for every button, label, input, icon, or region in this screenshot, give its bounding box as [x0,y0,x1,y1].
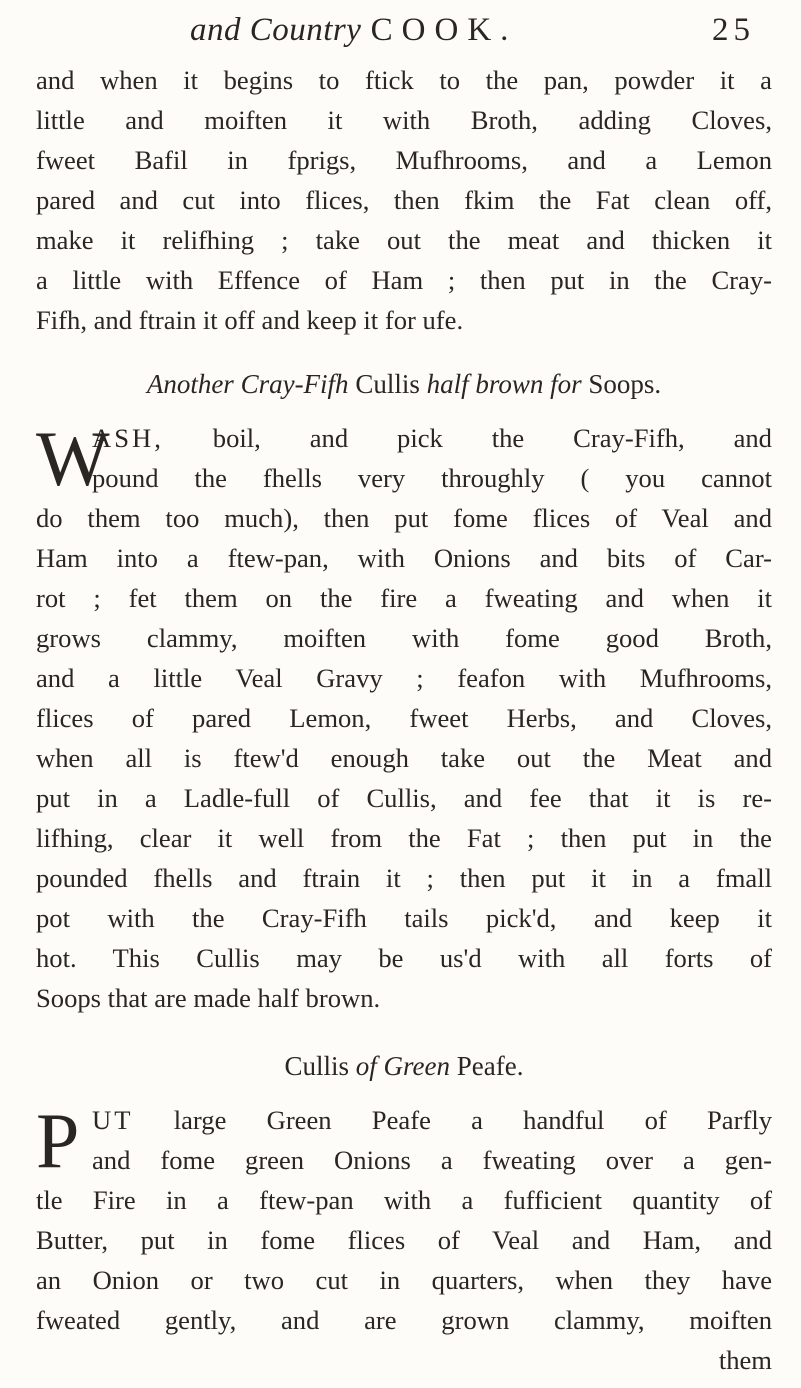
text-line-rest: boil, and pick the Cray-Fifh, and [212,423,772,453]
text-line: make it relifhing ; take out the meat and thicken it [36,225,772,255]
heading-part: half brown for [426,369,582,399]
text-line: and a little Veal Gravy ; feafon with Mufhrooms, [36,663,772,693]
text-line: do them too much), then put fome flices of Veal and [36,503,772,533]
heading-part: Soops. [588,369,662,399]
text-line: and when it begins to ftick to the pan, powder it a [36,65,772,95]
text-line: an Onion or two cut in quarters, when they have [36,1265,772,1295]
running-header [0,12,801,52]
section-heading-green-pease-cullis [36,1046,772,1086]
text-line: fweet Bafil in fprigs, Mufhrooms, and a Lemon [36,145,772,175]
opening-paragraph [36,60,772,340]
drop-cap: P [36,1097,80,1184]
text-line: Soops that are made half brown. [36,983,381,1013]
heading-part: Cullis [355,369,420,399]
text-line: rot ; fet them on the fire a fweating and when it [36,583,772,613]
text-line: put in a Ladle-full of Cullis, and fee that it is re- [36,783,772,813]
paragraph-green-pease-cullis [36,1097,772,1380]
heading-part: Cullis [284,1051,350,1081]
running-title [190,12,517,49]
text-line: tle Fire in a ftew-pan with a fufficient quantity of [36,1185,772,1215]
heading-part: Another Cray-Fifh [146,369,349,399]
text-line: and fome green Onions a fweating over a gen- [92,1145,772,1175]
text-line: flices of pared Lemon, fweet Herbs, and Cloves, [36,703,772,733]
text-line: pounded fhells and ftrain it ; then put it in a fmall [36,863,772,893]
page-number: 25 [712,12,755,48]
running-title-caps: COOK. [370,12,518,48]
text-line [36,1100,772,1140]
text-line [36,418,772,458]
drop-cap: W [36,415,110,502]
catchword: them [718,1345,772,1375]
paragraph-cray-fish-cullis [36,415,772,1018]
first-word: UT [92,1105,134,1135]
text-line: Ham into a ftew-pan, with Onions and bits of Car- [36,543,772,573]
first-word: ASH, [92,423,164,453]
page-body [36,60,772,1380]
text-line: little and moiften it with Broth, adding Cloves, [36,105,772,135]
text-line: fweated gently, and are grown clammy, moiften [36,1305,772,1335]
running-title-italic: and Country [190,12,362,48]
text-line: pot with the Cray-Fifh tails pick'd, and keep it [36,903,772,933]
text-line: grows clammy, moiften with fome good Broth, [36,623,772,653]
text-line-rest: large Green Peafe a handful of Parfly [173,1105,772,1135]
text-line: pared and cut into flices, then fkim the Fat clean off, [36,185,772,215]
heading-part: of Green [355,1051,451,1081]
text-line: Butter, put in fome flices of Veal and Ham, and [36,1225,772,1255]
text-line: Fifh, and ftrain it off and keep it for ufe. [36,305,464,335]
heading-part: Peafe. [456,1051,524,1081]
text-line: lifhing, clear it well from the Fat ; then put in the [36,823,772,853]
text-line: pound the fhells very throughly ( you cannot [92,463,772,493]
section-heading-cray-fish-cullis [36,364,772,404]
text-line: hot. This Cullis may be us'd with all forts of [36,943,772,973]
text-line: when all is ftew'd enough take out the Meat and [36,743,772,773]
text-line: a little with Effence of Ham ; then put in the Cray- [36,265,772,295]
